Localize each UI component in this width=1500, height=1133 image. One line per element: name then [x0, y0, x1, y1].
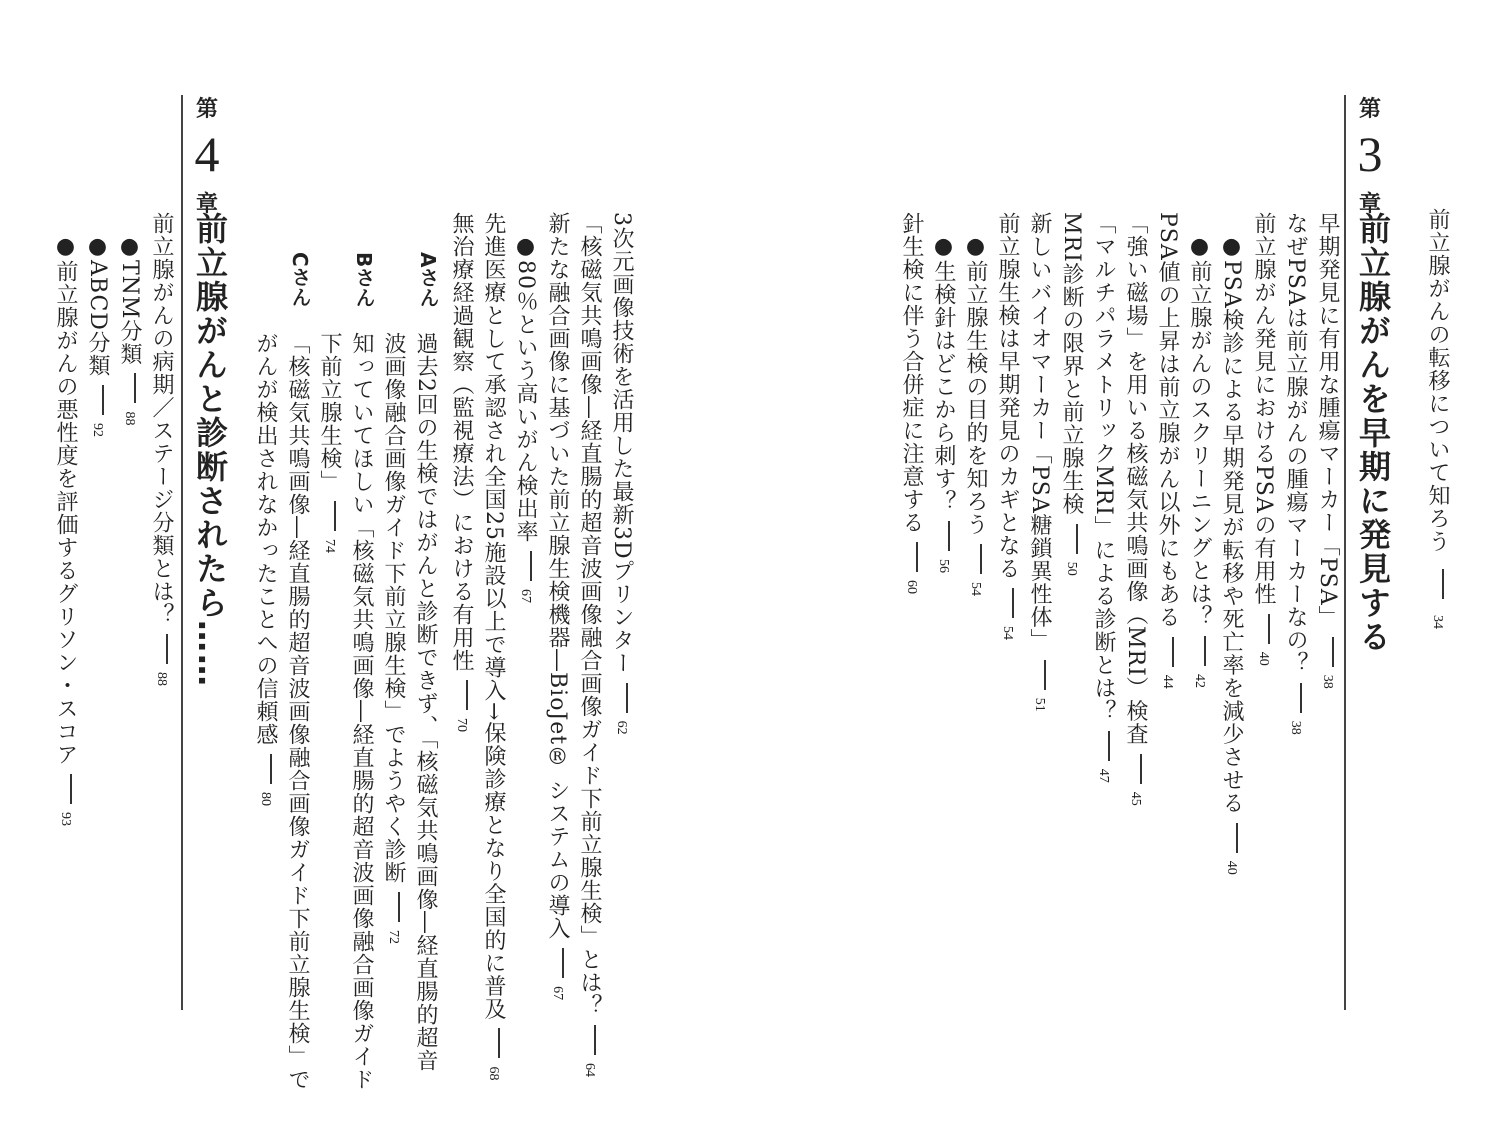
page-number: 34 — [1430, 615, 1445, 629]
page-number: 60 — [904, 580, 919, 594]
toc-entry-text: 無治療経過観察（監視療法）における有用性 — [449, 212, 474, 672]
leader-dash — [948, 521, 950, 551]
toc-entry[interactable] — [1184, 234, 1214, 688]
page-number: 72 — [386, 930, 401, 944]
page-number: 68 — [486, 1066, 501, 1081]
page-number: 93 — [58, 812, 73, 826]
chapter-rule — [181, 95, 183, 1010]
leader-dash — [1012, 588, 1014, 618]
leader-dash — [916, 542, 918, 572]
toc-entry[interactable] — [114, 234, 144, 425]
case-line — [410, 332, 440, 1072]
leader-dash — [466, 680, 468, 710]
toc-entry[interactable] — [1024, 212, 1054, 712]
toc-entry-text: 新しいバイオマーカー「PSA糖鎖異性体」 — [1027, 212, 1052, 652]
leader-dash — [270, 754, 272, 784]
toc-entry[interactable] — [50, 234, 80, 826]
page-number: 88 — [122, 411, 137, 426]
case-label: Aさん — [416, 252, 440, 308]
toc-entry-text: 前立腺生検は早期発見のカギとなる — [995, 212, 1020, 580]
page-number: 54 — [1000, 626, 1015, 640]
page-number: 67 — [550, 986, 565, 1001]
leader-dash — [1236, 823, 1238, 853]
toc-entry[interactable] — [446, 212, 476, 732]
toc-entry-text: 新たな融合画像に基づいた前立腺生検機器―BioJet® システムの導入 — [545, 212, 570, 941]
toc-entry[interactable] — [542, 212, 572, 1000]
toc-entry-prev[interactable] — [1422, 208, 1452, 629]
chapter-sho: 章 — [1358, 191, 1381, 217]
page-number: 70 — [454, 718, 469, 732]
toc-entry-text: 3次元画像技術を活用した最新3Dプリンター — [609, 212, 634, 675]
chapter-4-label — [187, 92, 227, 218]
leader-dash — [980, 544, 982, 574]
toc-entry-text: ●前立腺がんの悪性度を評価するグリソン・スコア — [53, 234, 78, 766]
toc-entry-text: ●ABCD分類 — [85, 234, 110, 377]
toc-entry[interactable] — [478, 212, 508, 1080]
toc-entry-text: ●PSA検診による早期発見が転移や死亡率を減少させる — [1219, 234, 1244, 815]
page-number: 80 — [258, 792, 273, 806]
case-line[interactable] — [378, 332, 408, 944]
case-line-text: 過去2回の生検ではがんと診断できず、「核磁気共鳴画像―経直腸的超音 — [413, 332, 438, 1072]
leader-dash — [166, 634, 168, 664]
toc-entry-text: 前立腺がんの転移について知ろう — [1425, 208, 1450, 553]
chapter-4-title: 前立腺がんと診断されたら…… — [191, 212, 229, 688]
case-label: Bさん — [352, 252, 376, 308]
toc-entry[interactable] — [606, 212, 636, 735]
toc-entry-text: 「強い磁場」を用いる核磁気共鳴画像（MRI）検査 — [1123, 212, 1148, 746]
leader-dash — [1172, 637, 1174, 667]
page-number: 45 — [1128, 791, 1143, 806]
leader-dash — [1268, 614, 1270, 644]
toc-entry[interactable] — [1120, 212, 1150, 806]
page-number: 47 — [1096, 768, 1111, 783]
leader-dash — [594, 1025, 596, 1055]
case-line[interactable] — [250, 332, 280, 806]
chapter-3-label — [1350, 92, 1390, 218]
case-label: Cさん — [288, 252, 312, 307]
page-number: 38 — [1320, 674, 1335, 689]
toc-entry-text: ●前立腺生検の目的を知ろう — [963, 234, 988, 536]
toc-entry[interactable] — [1248, 212, 1278, 666]
toc-entry-text: 針生検に伴う合併症に注意する — [899, 212, 924, 534]
chapter-dai: 第 — [195, 96, 218, 122]
page-number: 88 — [154, 672, 169, 686]
page-number: 67 — [518, 589, 533, 603]
toc-entry[interactable] — [510, 234, 540, 603]
page-number: 38 — [1288, 720, 1303, 735]
toc-entry-text: ●TNM分類 — [117, 234, 142, 366]
leader-dash — [1140, 754, 1142, 784]
toc-entry[interactable] — [1056, 212, 1086, 576]
leader-dash — [1108, 731, 1110, 761]
toc-entry-text: なぜPSAは前立腺がんの腫瘍マーカーなの？ — [1283, 212, 1308, 675]
page-number: 40 — [1256, 651, 1271, 666]
toc-entry-text: 前立腺がん発見におけるPSAの有用性 — [1251, 212, 1276, 606]
toc-entry[interactable] — [1280, 212, 1310, 735]
leader-dash — [1044, 660, 1046, 690]
page-number: 50 — [1064, 561, 1079, 576]
page-number: 44 — [1160, 674, 1175, 689]
toc-entry[interactable] — [146, 212, 176, 686]
toc-entry-text: 「核磁気共鳴画像―経直腸的超音波画像融合画像ガイド下前立腺生検」とは？ — [577, 212, 602, 1017]
case-line-text: 波画像融合画像ガイド下前立腺生検」でようやく診断 — [381, 332, 406, 884]
toc-entry[interactable] — [1312, 212, 1342, 689]
page-number: 74 — [322, 539, 337, 553]
leader-dash — [134, 373, 136, 403]
toc-entry-text: 早期発見に有用な腫瘍マーカー「PSA」 — [1315, 212, 1340, 629]
toc-entry-text: ●80％という高いがん検出率 — [513, 234, 538, 543]
chapter-3-title: 前立腺がんを早期に発見する — [1354, 212, 1392, 654]
chapter-number: 4 — [194, 126, 220, 182]
chapter-number: 3 — [1357, 126, 1383, 182]
toc-entry[interactable] — [82, 234, 112, 437]
case-line-text: 知っていてほしい「核磁気共鳴画像―経直腸的超音波画像融合画像ガイド — [349, 332, 374, 1091]
toc-entry-text: ●生検針はどこから刺す？ — [931, 234, 956, 513]
leader-dash — [70, 774, 72, 804]
toc-entry[interactable] — [1152, 212, 1182, 689]
leader-dash — [1300, 683, 1302, 713]
leader-dash — [530, 551, 532, 581]
case-line-text: がんが検出されなかったことへの信頼感 — [253, 332, 278, 746]
page-number: 42 — [1192, 674, 1207, 688]
leader-dash — [562, 948, 564, 978]
case-line — [282, 332, 312, 1091]
toc-entry[interactable] — [896, 212, 926, 594]
leader-dash — [498, 1028, 500, 1058]
page-number: 40 — [1224, 860, 1239, 875]
chapter-rule — [1344, 95, 1346, 1010]
case-line-text: 下前立腺生検」 — [317, 332, 342, 493]
toc-entry[interactable] — [960, 234, 990, 596]
page-number: 92 — [90, 422, 105, 437]
toc-entry-text: 「マルチパラメトリックMRI」による診断とは？ — [1091, 212, 1116, 723]
leader-dash — [1076, 524, 1078, 554]
toc-entry[interactable] — [574, 212, 604, 1077]
toc-entry-text: MRI診断の限界と前立腺生検 — [1059, 212, 1084, 516]
page-number: 54 — [968, 582, 983, 596]
toc-entry[interactable] — [992, 212, 1022, 640]
toc-entry-text: ●前立腺がんのスクリーニングとは？ — [1187, 234, 1212, 628]
leader-dash — [1332, 637, 1334, 667]
chapter-dai: 第 — [1358, 96, 1381, 122]
toc-entry[interactable] — [928, 234, 958, 573]
page-number: 62 — [614, 720, 629, 735]
toc-entry-text: PSA値の上昇は前立腺がん以外にもある — [1155, 212, 1180, 629]
leader-dash — [398, 892, 400, 922]
toc-entry-text: 先進医療として承認され全国25施設以上で導入→保険診療となり全国的に普及 — [481, 212, 506, 1021]
page-number: 51 — [1032, 697, 1047, 712]
toc-entry[interactable] — [1088, 212, 1118, 783]
case-line-text: 「核磁気共鳴画像―経直腸的超音波画像融合画像ガイド下前立腺生検」で — [285, 332, 310, 1091]
page-number: 64 — [582, 1063, 597, 1077]
leader-dash — [1204, 636, 1206, 666]
chapter-sho: 章 — [195, 191, 218, 217]
toc-entry[interactable] — [1216, 234, 1246, 875]
leader-dash — [334, 501, 336, 531]
leader-dash — [102, 385, 104, 415]
case-line — [346, 332, 376, 1091]
toc-entry-text: 前立腺がんの病期／ステージ分類とは？ — [149, 212, 174, 626]
leader-dash — [626, 683, 628, 713]
leader-dash — [1442, 569, 1444, 599]
page-number: 56 — [936, 559, 951, 573]
case-line[interactable] — [314, 332, 344, 553]
